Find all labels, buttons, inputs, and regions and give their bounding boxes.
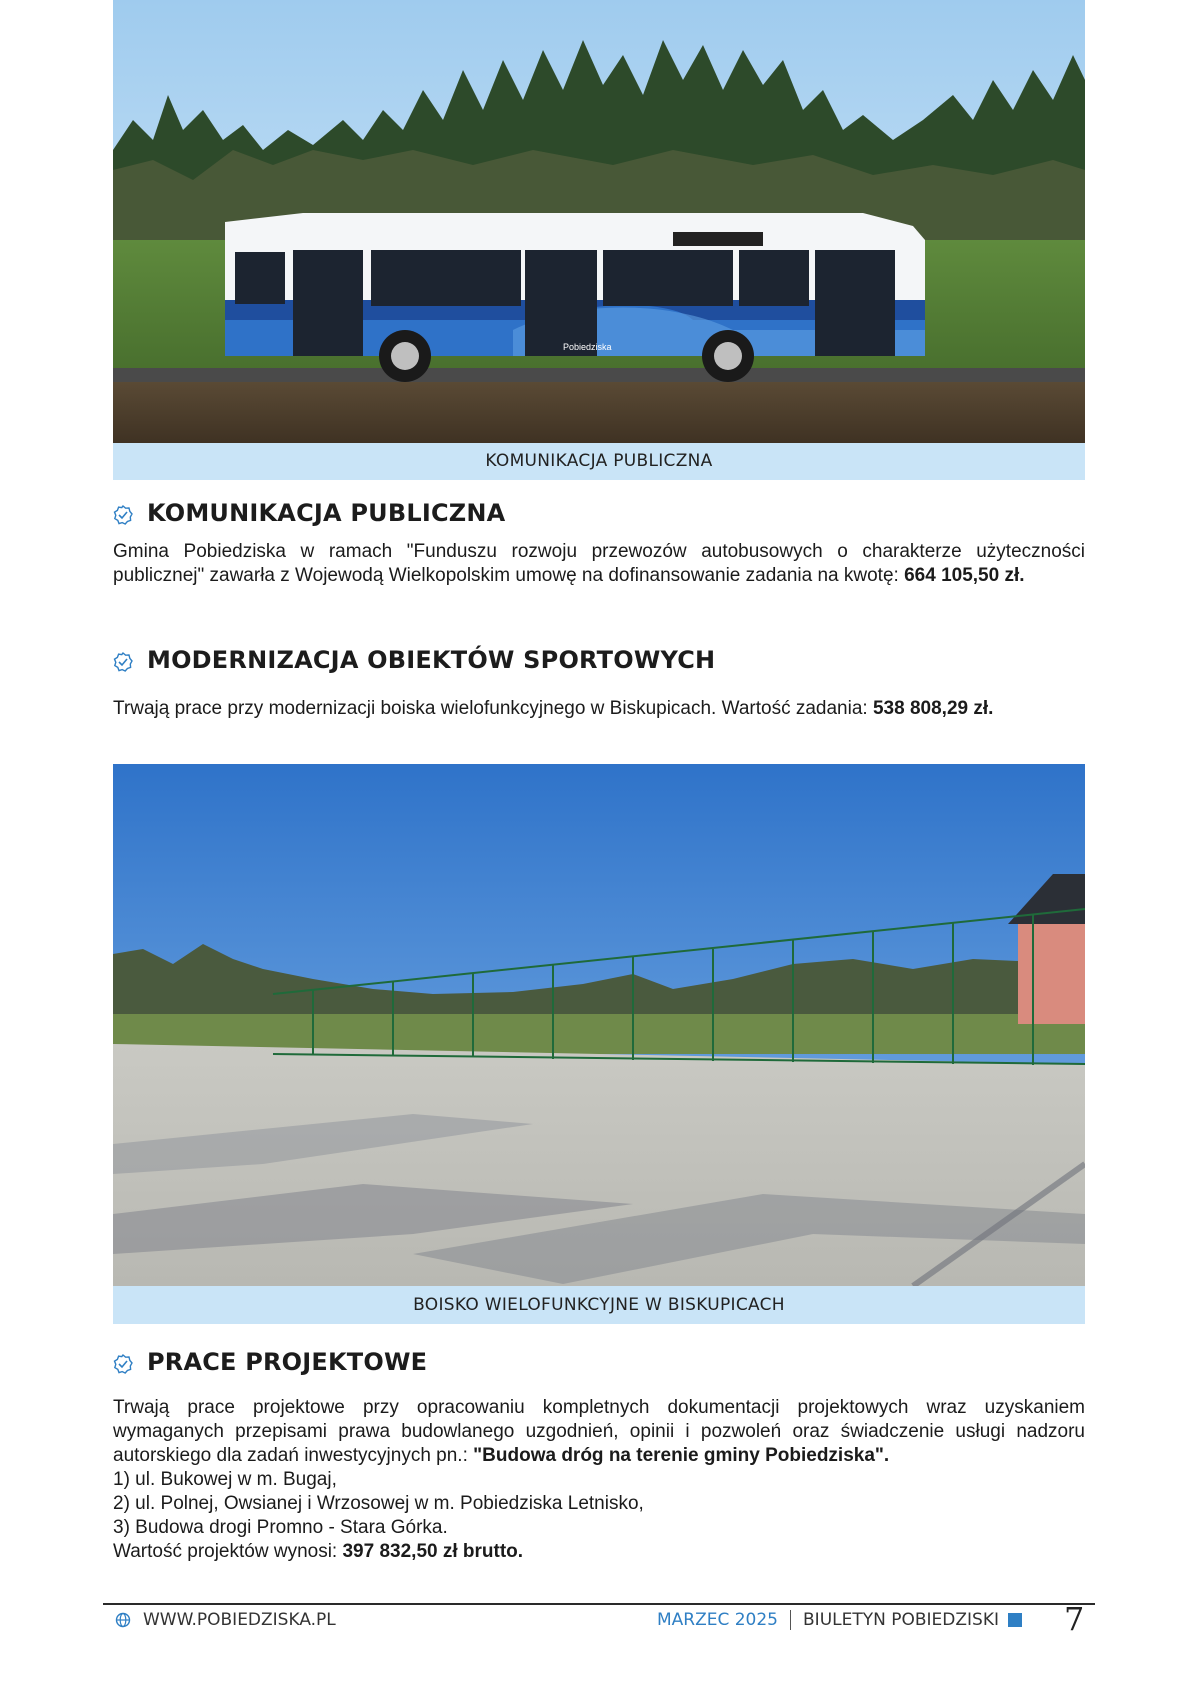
footer-divider xyxy=(103,1603,1095,1605)
amount: 397 832,50 zł brutto. xyxy=(342,1541,524,1562)
section-modernizacja-title xyxy=(113,644,715,676)
issue-date: MARZEC 2025 xyxy=(656,1610,779,1630)
section-prace-title xyxy=(113,1346,427,1378)
page-number: 7 xyxy=(1064,1600,1085,1638)
section-komunikacja-text: Gmina Pobiedziska w ramach "Funduszu rozwoju przewozów autobusowych o charakterze użyteczności publicznej" zawarła z Wojewodą Wielkopolskim umowę na dofinansowanie zadania na kwotę: 664 105,50 zł. xyxy=(113,541,1085,586)
accent-square xyxy=(1008,1613,1022,1627)
footer-website[interactable] xyxy=(115,1610,336,1630)
section-title-text: KOMUNIKACJA PUBLICZNA xyxy=(147,499,506,527)
bulletin-name: BIULETYN POBIEDZISKI xyxy=(803,1610,999,1630)
amount: 664 105,50 zł. xyxy=(904,565,1025,586)
bus-photo xyxy=(113,0,1085,443)
list-item: 1) ul. Bukowej w m. Bugaj, xyxy=(113,1469,337,1490)
footer-issue-info xyxy=(657,1610,1022,1630)
project-value: Wartość projektów wynosi: 397 832,50 zł brutto. xyxy=(113,1541,524,1562)
section-komunikacja-title xyxy=(113,497,505,529)
footer-separator xyxy=(790,1610,791,1630)
website-link[interactable]: WWW.POBIEDZISKA.PL xyxy=(143,1610,336,1630)
list-item: 3) Budowa drogi Promno - Stara Górka. xyxy=(113,1517,448,1538)
section-prace-text: Trwają prace projektowe przy opracowaniu kompletnych dokumentacji projektowych wraz uzyskaniem wymaganych przepisami prawa budowlanego uzgodnień, opinii i pozwoleń oraz świadczenie usługi nadzoru autorskiego dla zadań inwestycyjnych pn.: "Budowa dróg na terenie gminy Pobiedziska". 1) ul. Bukowej w m. Bugaj, 2) ul. Polnej, Owsianej i Wrzosowej w m. Pobiedziska Letnisko, 3) Budowa drogi Promno - Stara Górka. Wartość projektów wynosi: 397 832,50 zł brutto. xyxy=(113,1397,1085,1562)
list-item: 2) ul. Polnej, Owsianej i Wrzosowej w m. Pobiedziska Letnisko, xyxy=(113,1493,644,1514)
bus-photo-caption: KOMUNIKACJA PUBLICZNA xyxy=(113,443,1085,480)
amount: 538 808,29 zł. xyxy=(872,698,994,719)
section-title-text: MODERNIZACJA OBIEKTÓW SPORTOWYCH xyxy=(147,646,716,674)
field-photo-caption: BOISKO WIELOFUNKCYJNE W BISKUPICACH xyxy=(113,1286,1085,1324)
bus-logo-text: Pobiedziska xyxy=(563,342,612,352)
check-badge-icon xyxy=(113,503,133,523)
section-modernizacja-text: Trwają prace przy modernizacji boiska wielofunkcyjnego w Biskupicach. Wartość zadania: 538 808,29 zł. xyxy=(113,698,994,719)
check-badge-icon xyxy=(113,1352,133,1372)
section-title-text: PRACE PROJEKTOWE xyxy=(147,1348,428,1376)
globe-icon xyxy=(115,1612,131,1628)
check-badge-icon xyxy=(113,650,133,670)
project-name: "Budowa dróg na terenie gminy Pobiedziska". xyxy=(473,1445,890,1466)
field-photo xyxy=(113,764,1085,1286)
